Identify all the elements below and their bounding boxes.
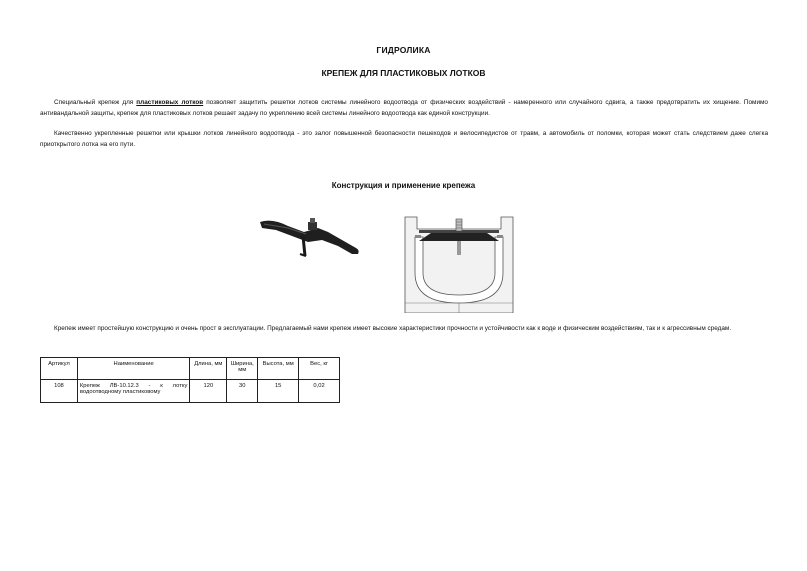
intro-paragraph-1 bbox=[40, 98, 768, 119]
cell-name: Крепеж ЛВ-10.12.3 - к лотку водоотводному пластиковому bbox=[77, 380, 189, 403]
col-article: Артикул bbox=[41, 358, 78, 380]
intro-paragraph-2: Качественно укрепленные решетки или крышки лотков линейного водоотвода - это залог повышенной безопасности пешеходов и велосипедистов от травм, а автомобиль от поломки, которая может стать следствием даже слегка приоткрытого лотка на его пути. bbox=[40, 130, 768, 148]
table-header-row bbox=[41, 358, 340, 380]
col-width: Ширина, мм bbox=[227, 358, 258, 380]
cell-height: 15 bbox=[258, 380, 299, 403]
spec-table bbox=[40, 357, 340, 403]
cell-length: 120 bbox=[190, 380, 227, 403]
cell-width: 30 bbox=[227, 380, 258, 403]
table-row bbox=[41, 380, 340, 403]
cell-weight: 0,02 bbox=[299, 380, 340, 403]
intro-text-after: позволяет защитить решетки лотков системы линейного водоотвода от физических воздействий - намеренного или случайного сдвига, а также предотвратить их хищение. Помимо антивандальной защиты, крепеж для пластиковых лотков решает задачу по укреплению всей системы линейного водоотвода как единой конструкции. bbox=[40, 99, 768, 117]
section-heading: Конструкция и применение крепежа bbox=[331, 181, 476, 190]
col-height: Высота, мм bbox=[258, 358, 299, 380]
fastener-clip-image bbox=[258, 210, 366, 260]
channel-cross-section-image bbox=[403, 213, 515, 313]
outro-paragraph: Крепеж имеет простейшую конструкцию и очень прост в эксплуатации. Предлагаемый нами крепеж имеет высокие характеристики прочности и устойчивости как к воде и физическим воздействиям, так и к агрессивным средам. bbox=[54, 325, 732, 332]
col-length: Длина, мм bbox=[190, 358, 227, 380]
col-name: Наименование bbox=[77, 358, 189, 380]
document-category: ГИДРОЛИКА bbox=[376, 45, 431, 55]
col-weight: Вес, кг bbox=[299, 358, 340, 380]
plastic-trays-link[interactable]: пластиковых лотков bbox=[136, 99, 204, 106]
document-title: КРЕПЕЖ ДЛЯ ПЛАСТИКОВЫХ ЛОТКОВ bbox=[321, 68, 486, 78]
intro-text-before: Специальный крепеж для bbox=[54, 99, 137, 106]
cell-article: 108 bbox=[41, 380, 78, 403]
